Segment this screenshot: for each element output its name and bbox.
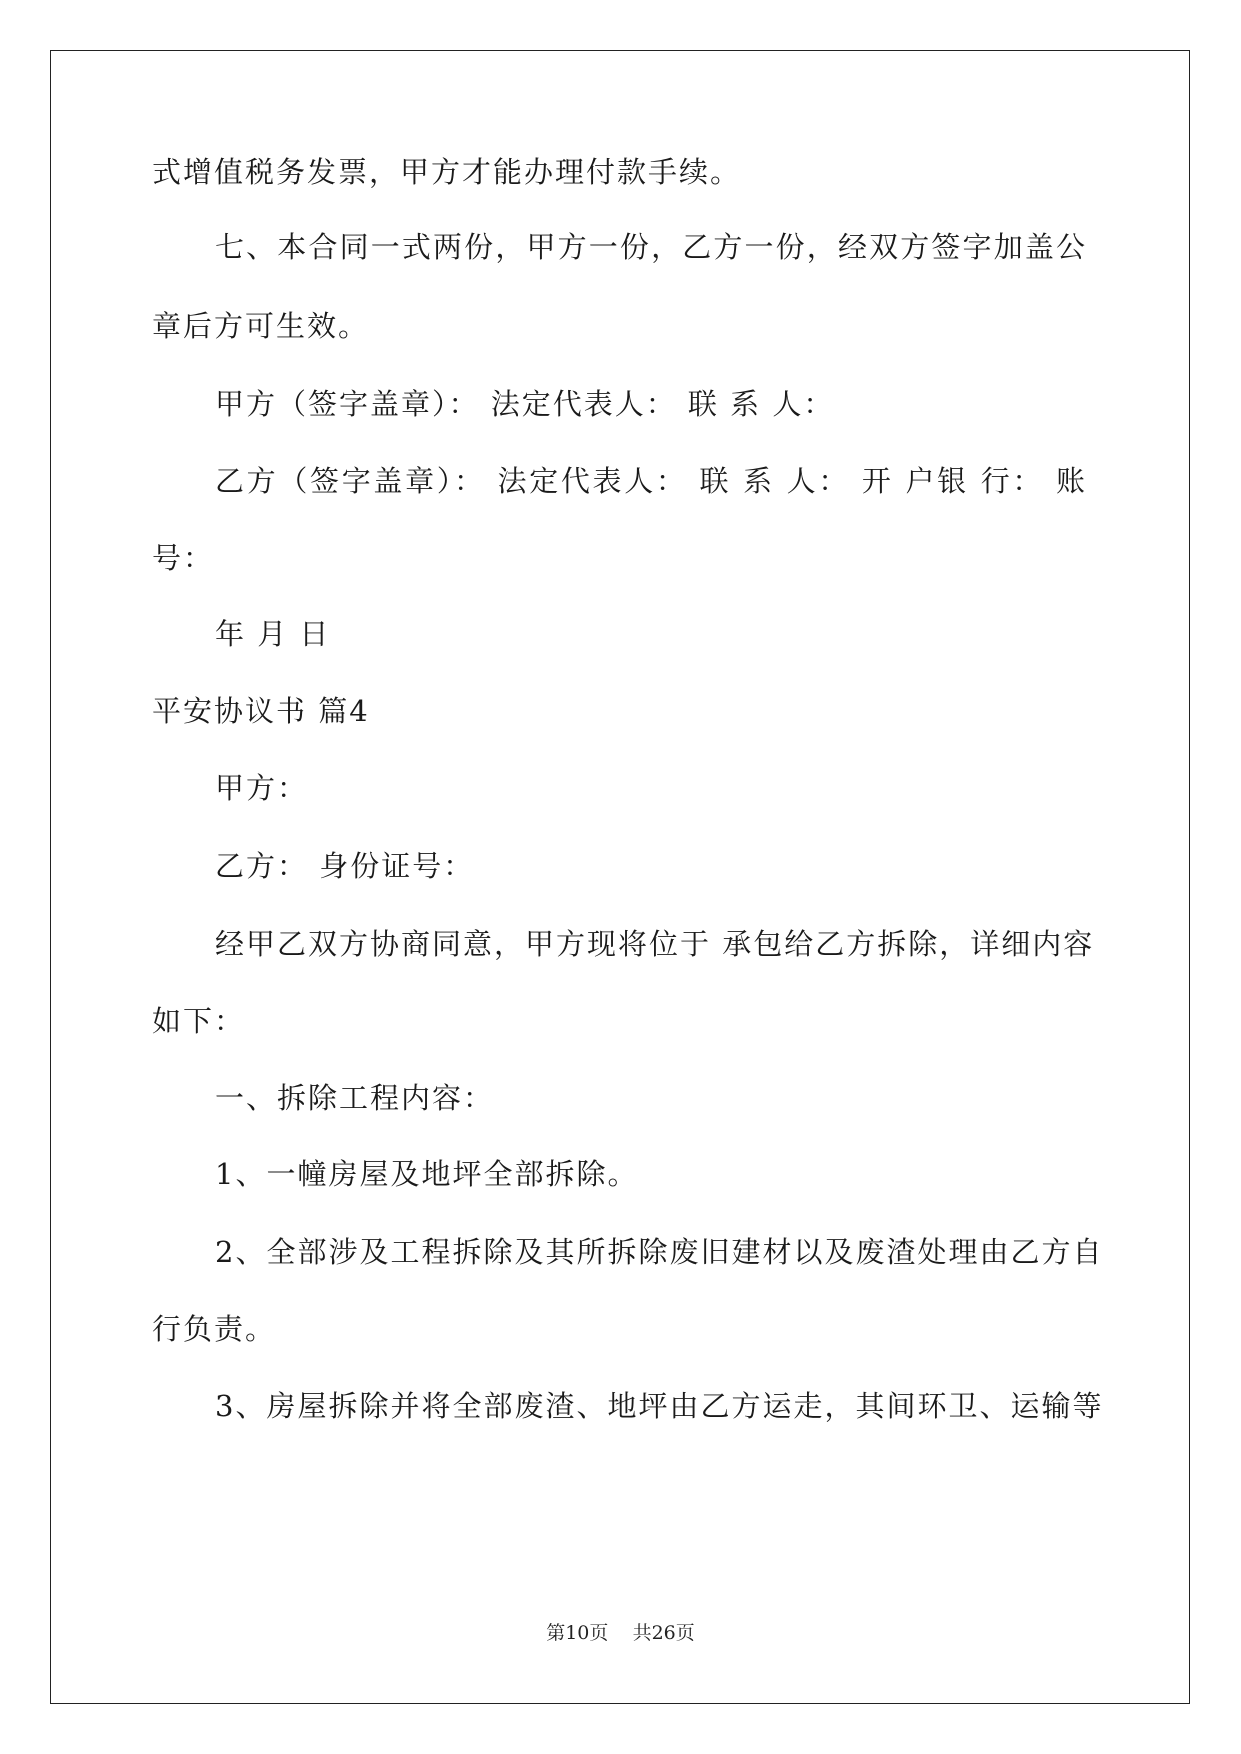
paragraph-line: 行负责。 [152, 1312, 277, 1346]
section-heading: 平安协议书 篇4 [152, 694, 370, 728]
paragraph-line: 式增值税务发票，甲方才能办理付款手续。 [152, 155, 742, 189]
party-a-line: 甲方： [215, 771, 309, 805]
signature-line-party-a: 甲方（签字盖章）： 法定代表人： 联 系 人： [215, 387, 835, 421]
total-pages: 共26页 [632, 1622, 695, 1644]
clause-item: 2、全部涉及工程拆除及其所拆除废旧建材以及废渣处理由乙方自 [215, 1235, 1104, 1269]
clause-heading: 一、拆除工程内容： [215, 1081, 495, 1115]
page-footer [0, 1620, 1241, 1646]
paragraph-line: 号： [152, 541, 215, 575]
signature-line-party-b: 乙方（签字盖章）： 法定代表人： 联 系 人： 开 户银 行： 账 [215, 464, 1087, 498]
page-number: 第10页 [546, 1622, 609, 1644]
date-line: 年 月 日 [215, 617, 331, 651]
clause-item: 1、一幢房屋及地坪全部拆除。 [215, 1157, 639, 1191]
clause-item: 3、房屋拆除并将全部废渣、地坪由乙方运走，其间环卫、运输等 [215, 1389, 1104, 1423]
party-b-line: 乙方： 身份证号： [215, 849, 475, 883]
paragraph-line: 经甲乙双方协商同意，甲方现将位于 承包给乙方拆除，详细内容 [215, 927, 1095, 961]
paragraph-line: 如下： [152, 1004, 246, 1038]
paragraph-line: 七、本合同一式两份，甲方一份，乙方一份，经双方签字加盖公 [215, 230, 1087, 264]
paragraph-line: 章后方可生效。 [152, 309, 370, 343]
